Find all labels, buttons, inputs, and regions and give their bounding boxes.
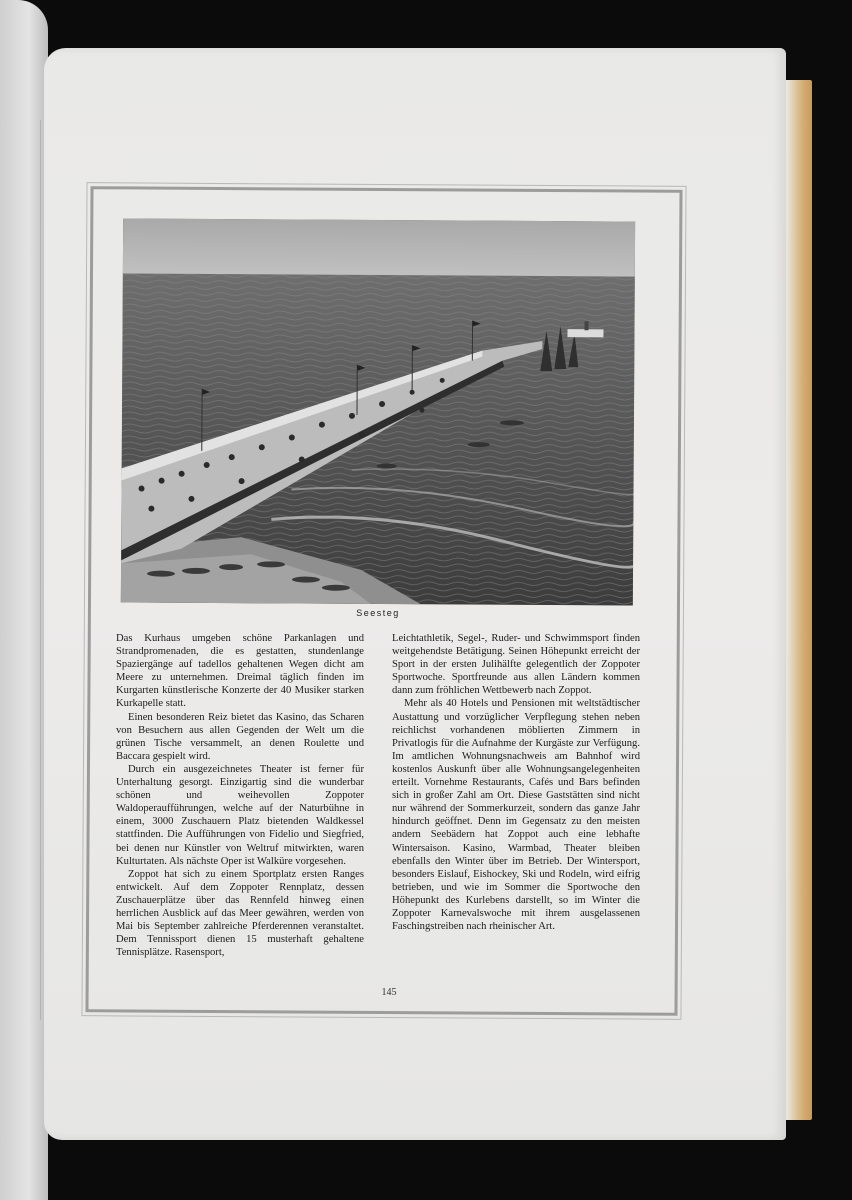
photo-caption: Seesteg [356,608,400,618]
text-column-left [116,632,364,959]
left-page-edge [0,0,48,1200]
paragraph: Leichtathletik, Segel-, Ruder- und Schwimmsport finden weitgehendste Betätigung. Seinen Höhepunkt erreicht der Sport in der ersten Julihälfte gelegentlich der Zoppoter Sportwoche. Sportfreunde aus allen Ländern kommen dann zum fröhlichen Wettbewerb nach Zoppot. [392,633,640,697]
page-number: 145 [381,987,397,998]
paragraph: Zoppot hat sich zu einem Sportplatz ersten Ranges entwickelt. Auf dem Zoppoter Rennplatz, dessen Zuschauerplätze über das Rennfeld hinweg einen herrlichen Ausblick auf das Meer gewähren, werden von Mai bis September zahlreiche Pferderennen veranstaltet. Dem Tennissport dienen 15 musterhaft gehaltene Tennisplätze. Rasensport, [116,868,364,959]
paragraph: Einen besonderen Reiz bietet das Kasino, das Scharen von Besuchern aus allen Gegenden der Welt um die grünen Tische versammelt, an denen Roulette und Baccara gespielt wird. [116,711,364,762]
paragraph: Mehr als 40 Hotels und Pensionen mit weltstädtischer Austattung und vorzüglicher Verpflegung stehen neben reichlichst vorhandenen möblierten Zimmern in Privatlogis für die Aufnahme der Kurgäste zur Verfügung. Im amtlichen Wohnungsnachweis am Bahnhof wird kostenlos Auskunft über alle Wohnungsangelegenheiten erteilt. Vornehme Restaurants, Cafés und Bars befinden sich in großer Zahl am Ort. Diese Gaststätten sind nicht nur während der Sommerkurzeit, sondern das ganze Jahr hindurch geöffnet. Denn im Gegensatz zu den meisten andern Seebädern hat Zoppot auch eine lebhafte Wintersaison. Kasino, Warmbad, Theater bleiben ebenfalls den Winter über im Betrieb. Der Wintersport, besonders Eislauf, Eishockey, Ski und Rodeln, wird eifrig betrieben, und wie im Sommer die Sportwoche den Höhepunkt des Kurlebens darstellt, so im Winter die Zoppoter Karnevalswoche mit ihrem ausgelassenen Faschingstreiben nach rheinischer Art. [392,698,640,933]
paragraph: Das Kurhaus umgeben schöne Parkanlagen und Strandpromenaden, die es gestatten, stundenlange Spaziergänge auf tadellos gehaltenen Wegen dicht am Meere zu unternehmen. Dreimal täglich finden im Kurgarten künstlerische Konzerte der 40 Musiker starken Kurkapelle statt. [116,633,364,710]
text-column-right [392,632,640,933]
paragraph: Durch ein ausgezeichnetes Theater ist ferner für Unterhaltung gesorgt. Einzigartig sind die wunderbar schönen und weihevollen Zoppoter Waldoperaufführungen, welche auf der Naturbühne in einem, 3000 Zuschauern Platz bietenden Waldkessel stattfinden. Die Aufführungen von Fidelio und Siegfried, bei denen nur Künstler von Weltruf mitwirkten, waren Kulturtaten. Als nächste Oper ist Walküre vorgesehen. [116,763,364,867]
pier-photograph [121,218,635,605]
